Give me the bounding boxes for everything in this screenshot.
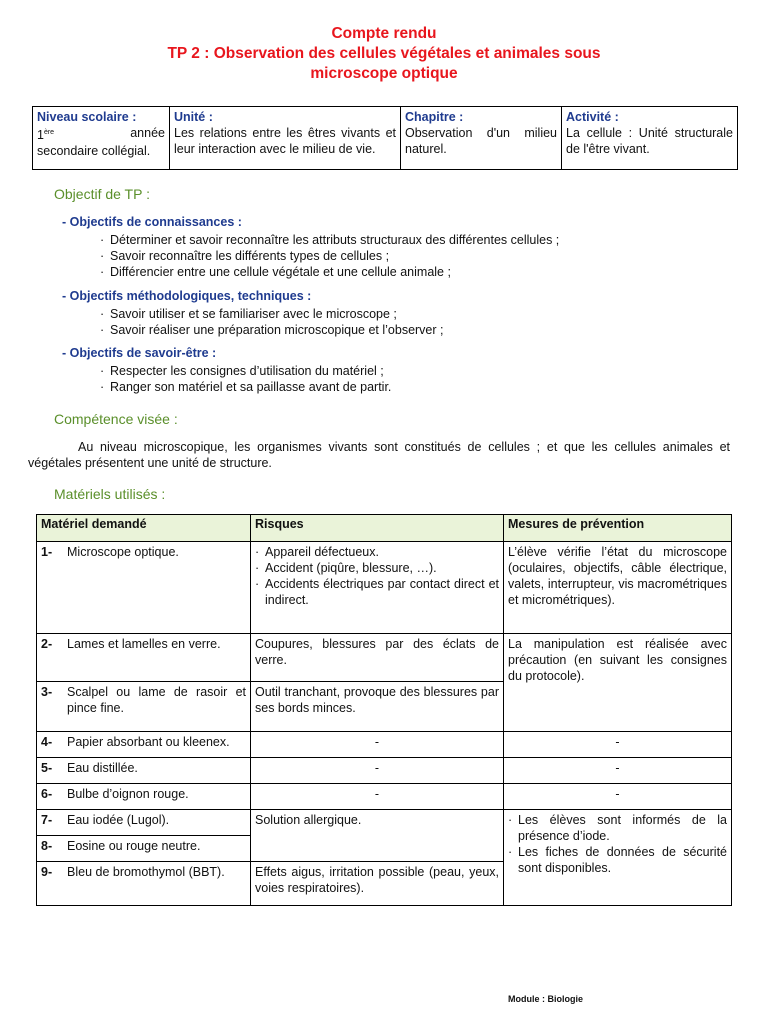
mesure-7-9: · Les élèves sont informés de la présence d’iode. · Les fiches de données de sécurité sont disponibles. xyxy=(504,810,732,906)
materiels-heading: Matériels utilisés : xyxy=(54,486,166,502)
mesure-6: - xyxy=(504,784,732,810)
title-tp: TP 2 : Observation des cellules végétales et animales sous xyxy=(167,45,601,62)
objectif-heading: Objectif de TP : xyxy=(54,186,150,202)
risk-5: - xyxy=(251,758,504,784)
table-row: 9- Bleu de bromothymol (BBT). xyxy=(37,862,251,906)
chapitre-text: Observation d'un milieu naturel. xyxy=(405,126,557,156)
risk-6: - xyxy=(251,784,504,810)
table-row: 8- Eosine ou rouge neutre. xyxy=(37,836,251,862)
competence-text: Au niveau microscopique, les organismes vivants sont constitués de cellules ; et que les cellules animales et végétales présentent une unité de structure. xyxy=(28,440,730,470)
risk-7-8: Solution allergique. xyxy=(251,810,504,862)
col-mesures: Mesures de prévention xyxy=(504,515,732,542)
bullet-methodo-2: · Savoir réaliser une préparation microscopique et l’observer ; xyxy=(100,323,444,337)
table-row: 2- Lames et lamelles en verre. xyxy=(37,634,251,682)
table-row: 6- Bulbe d’oignon rouge. xyxy=(37,784,251,810)
activite-label: Activité : xyxy=(566,110,619,124)
methodo-title: - Objectifs méthodologiques, techniques : xyxy=(62,289,312,303)
table-row: 4- Papier absorbant ou kleenex. xyxy=(37,732,251,758)
table-row: 5- Eau distillée. xyxy=(37,758,251,784)
table-row: 7- Eau iodée (Lugol). xyxy=(37,810,251,836)
col-materiel: Matériel demandé xyxy=(37,515,251,542)
bullet-connaissance-2: · Savoir reconnaître les différents types de cellules ; xyxy=(100,249,390,263)
connaissances-title: - Objectifs de connaissances : xyxy=(62,215,242,229)
mesure-5: - xyxy=(504,758,732,784)
risk-3: Outil tranchant, provoque des blessures par ses bords minces. xyxy=(251,682,504,732)
unite-label: Unité : xyxy=(174,110,213,124)
materiels-table xyxy=(36,514,732,906)
bullet-savoir-1: · Respecter les consignes d’utilisation du matériel ; xyxy=(100,364,384,378)
risk-4: - xyxy=(251,732,504,758)
niveau-text2: secondaire collégial. xyxy=(37,144,151,159)
bullet-connaissance-3: · Différencier entre une cellule végétale et une cellule animale ; xyxy=(100,265,451,279)
unite-text: Les relations entre les êtres vivants et leur interaction avec le milieu de vie. xyxy=(174,126,396,156)
cell-chapitre xyxy=(401,107,562,170)
info-table xyxy=(32,106,738,170)
chapitre-label: Chapitre : xyxy=(405,110,464,124)
bullet-savoir-2: · Ranger son matériel et sa paillasse avant de partir. xyxy=(100,380,392,394)
mesure-4: - xyxy=(504,732,732,758)
niveau-text1: année xyxy=(130,126,165,140)
niveau-num: 1ère xyxy=(37,128,55,143)
title-compte-rendu: Compte rendu xyxy=(331,25,437,42)
activite-text: La cellule : Unité structurale de l'être vivant. xyxy=(566,126,733,156)
title-tp-cont: microscope optique xyxy=(310,65,458,82)
competence-heading: Compétence visée : xyxy=(54,411,178,427)
footer-module: Module : Biologie xyxy=(508,994,583,1004)
cell-niveau xyxy=(33,107,170,170)
mesure-2-3: La manipulation est réalisée avec précaution (en suivant les consignes du protocole). xyxy=(504,634,732,732)
cell-unite xyxy=(170,107,401,170)
bullet-methodo-1: · Savoir utiliser et se familiariser avec le microscope ; xyxy=(100,307,397,321)
bullet-connaissance-1: · Déterminer et savoir reconnaître les attributs structuraux des différentes cellules ; xyxy=(100,233,560,247)
table-row: 1- Microscope optique. xyxy=(37,542,251,634)
risk-2: Coupures, blessures par des éclats de verre. xyxy=(251,634,504,682)
mesure-1: L’élève vérifie l’état du microscope (oculaires, objectifs, câble électrique, valets, interrupteur, vis macrométriques et micrométriques). xyxy=(504,542,732,634)
niveau-label: Niveau scolaire : xyxy=(37,110,137,124)
col-risques: Risques xyxy=(251,515,504,542)
risk-1: · Appareil défectueux. · Accident (piqûre, blessure, …). · Accidents électriques par contact direct et indirect. xyxy=(251,542,504,634)
table-row: 3- Scalpel ou lame de rasoir et pince fine. xyxy=(37,682,251,732)
risk-9: Effets aigus, irritation possible (peau, yeux, voies respiratoires). xyxy=(251,862,504,906)
cell-activite xyxy=(562,107,738,170)
savoir-title: - Objectifs de savoir-être : xyxy=(62,346,217,360)
